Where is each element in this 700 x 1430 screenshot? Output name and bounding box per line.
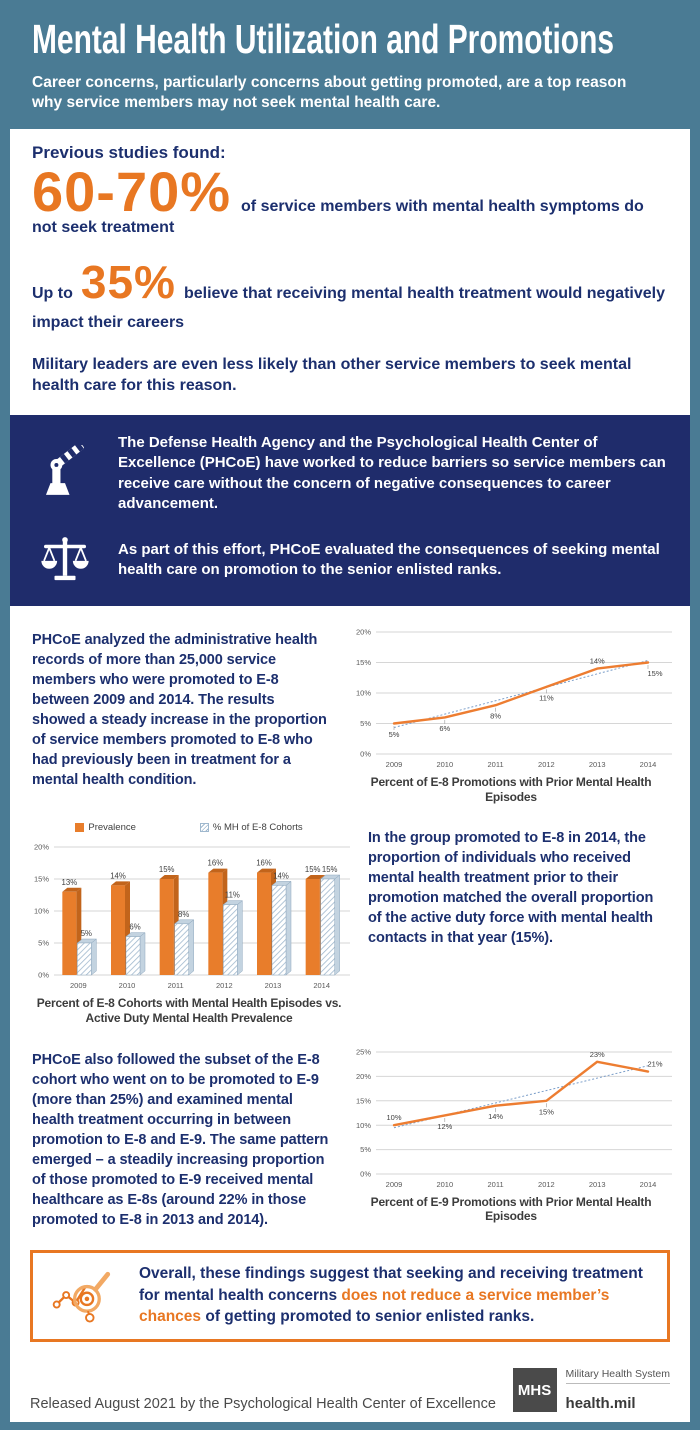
svg-text:2013: 2013	[588, 1179, 606, 1189]
svg-text:15%: 15%	[355, 658, 371, 668]
svg-text:2014: 2014	[639, 1179, 657, 1189]
e8-cohort-row	[10, 820, 690, 1025]
e9-promotions-line-chart	[346, 1042, 676, 1224]
svg-text:10%: 10%	[33, 906, 49, 916]
balance-scale-icon	[32, 532, 98, 588]
e8-promotions-line-chart	[346, 622, 676, 804]
bar-chart-caption: Percent of E-8 Cohorts with Mental Health Episodes vs. Active Duty Mental Health Prevalence	[36, 996, 342, 1025]
svg-text:2010: 2010	[436, 1179, 454, 1189]
barrier-row	[32, 433, 668, 514]
svg-text:23%: 23%	[589, 1049, 605, 1059]
svg-text:6%: 6%	[129, 922, 141, 932]
svg-text:12%: 12%	[437, 1121, 453, 1131]
svg-text:2010: 2010	[436, 760, 454, 770]
e9-analysis-row	[10, 1042, 690, 1230]
svg-text:16%: 16%	[256, 858, 272, 868]
conclusion-text: Overall, these findings suggest that seeking and receiving treatment for mental health concerns does not reduce a service member’s chances of getting promoted to senior enlisted ranks.	[139, 1265, 643, 1326]
svg-text:2012: 2012	[538, 1179, 555, 1189]
stat-35	[32, 253, 668, 334]
svg-text:16%: 16%	[207, 858, 224, 868]
svg-text:15%: 15%	[158, 865, 175, 875]
stat-60-70-text: of service members with mental health symptoms do not seek treatment	[32, 198, 644, 237]
svg-text:20%: 20%	[355, 627, 371, 637]
stat-35-value: 35%	[80, 256, 176, 309]
stat-35-prefix: Up to	[32, 285, 73, 303]
magnifier-chart-icon	[47, 1261, 125, 1331]
svg-text:15%: 15%	[355, 1095, 371, 1105]
legend-mh-cohorts: % MH of E-8 Cohorts	[200, 822, 303, 833]
svg-text:15%: 15%	[538, 1106, 554, 1116]
e8-paragraph: PHCoE analyzed the administrative health records of more than 25,000 service members who were promoted to E-8 between 2009 and 2014. The results showed a steady increase in the proportion of service members promoted to E-8 who had previously been in treatment for a mental health condition.	[32, 632, 327, 789]
conclusion-highlight: does not reduce a service member’s chances	[139, 1286, 610, 1326]
barrier-gate-icon	[32, 445, 98, 503]
e8-analysis-row	[10, 622, 690, 804]
e8-cohort-bar-chart	[24, 820, 354, 1025]
svg-text:15%: 15%	[33, 874, 49, 884]
svg-text:10%: 10%	[355, 688, 371, 698]
svg-text:13%: 13%	[61, 878, 78, 888]
e9-line-chart-caption: Percent of E-9 Promotions with Prior Mental Health Episodes	[370, 1194, 652, 1224]
svg-text:2014: 2014	[313, 981, 331, 991]
phcoe-effort-box	[10, 415, 690, 606]
svg-text:2014: 2014	[639, 760, 657, 770]
stat-60-70	[32, 160, 668, 239]
prevalence-swatch-icon	[75, 823, 84, 832]
previous-studies-section	[10, 129, 690, 397]
svg-text:2009: 2009	[385, 1179, 403, 1189]
svg-text:2011: 2011	[487, 1179, 504, 1189]
page-title: Mental Health Utilization and Promotions	[32, 16, 615, 62]
svg-text:14%: 14%	[273, 871, 289, 881]
svg-text:0%: 0%	[360, 749, 371, 759]
svg-text:8%: 8%	[178, 910, 190, 920]
svg-text:0%: 0%	[360, 1169, 371, 1179]
svg-text:11%: 11%	[224, 890, 240, 900]
mhs-logo	[513, 1368, 670, 1412]
svg-text:6%: 6%	[439, 723, 451, 733]
stat-60-70-value: 60-70%	[32, 160, 232, 224]
svg-text:21%: 21%	[647, 1059, 663, 1069]
svg-text:15%: 15%	[304, 865, 321, 875]
svg-text:20%: 20%	[33, 842, 49, 852]
balance-text: As part of this effort, PHCoE evaluated the consequences of seeking mental health care on promotion to the senior enlisted ranks.	[118, 540, 660, 579]
balance-row	[32, 532, 668, 588]
conclusion-callout	[30, 1250, 670, 1342]
mhs-logo-square: MHS	[513, 1368, 557, 1412]
e8-line-chart-caption: Percent of E-8 Promotions with Prior Mental Health Episodes	[370, 775, 652, 804]
header	[10, 0, 690, 129]
svg-text:2009: 2009	[69, 981, 87, 991]
svg-text:2009: 2009	[385, 760, 403, 770]
e9-line-chart-svg	[346, 1042, 676, 1192]
svg-text:0%: 0%	[38, 970, 49, 980]
svg-text:2012: 2012	[538, 760, 555, 770]
svg-text:5%: 5%	[360, 1144, 371, 1154]
svg-text:8%: 8%	[490, 711, 502, 721]
military-leaders-note: Military leaders are even less likely than other service members to seek mental health care for this reason.	[32, 355, 632, 395]
svg-text:5%: 5%	[80, 929, 92, 939]
mhs-logo-title: Military Health System	[566, 1368, 670, 1384]
mh-cohorts-swatch-icon	[200, 823, 209, 832]
barrier-text: The Defense Health Agency and the Psychological Health Center of Excellence (PHCoE) have worked to reduce barriers so service members can receive care without the concern of negative consequences to career advancement.	[118, 434, 666, 512]
svg-text:11%: 11%	[539, 693, 554, 703]
svg-text:2011: 2011	[487, 760, 504, 770]
health-mil-link: health.mil	[565, 1395, 636, 1412]
svg-text:10%: 10%	[386, 1112, 402, 1122]
svg-text:15%: 15%	[321, 865, 338, 875]
svg-text:5%: 5%	[360, 719, 371, 729]
svg-text:25%: 25%	[355, 1047, 371, 1057]
stats-intro: Previous studies found:	[32, 143, 226, 163]
e8-cohort-bar-chart-svg	[24, 833, 354, 993]
svg-text:5%: 5%	[388, 730, 400, 740]
svg-text:2013: 2013	[264, 981, 282, 991]
svg-text:2012: 2012	[215, 981, 233, 991]
e9-paragraph: PHCoE also followed the subset of the E-8 cohort who went on to be promoted to E-9 (more than 25%) and examined mental health treatment occurring in between promotion to E-8 and E-9. The same pattern emerged – a steadily increasing proportion of those promoted to E-9 received mental healthcare as E-8s (around 22% in those promoted to E-8 in 2013 and 2014).	[32, 1051, 329, 1228]
e8-line-chart-svg	[346, 622, 676, 772]
svg-text:14%: 14%	[110, 871, 126, 881]
e8-2014-paragraph: In the group promoted to E-8 in 2014, the proportion of individuals who received mental health treatment prior to their promotion matched the overall proportion of the active duty force with mental health contacts in that year (15%).	[368, 830, 654, 947]
svg-text:10%: 10%	[355, 1120, 371, 1130]
svg-text:5%: 5%	[38, 938, 49, 948]
bar-chart-legend	[24, 822, 354, 833]
footer	[10, 1358, 690, 1422]
stat-35-text: believe that receiving mental health treatment would negatively impact their careers	[32, 285, 665, 332]
svg-text:2010: 2010	[118, 981, 136, 991]
header-subtitle: Career concerns, particularly concerns about getting promoted, are a top reason why service members may not seek mental health care.	[32, 74, 627, 112]
svg-text:20%: 20%	[355, 1071, 371, 1081]
svg-text:2013: 2013	[588, 760, 606, 770]
release-note: Released August 2021 by the Psychological Health Center of Excellence	[30, 1396, 496, 1412]
legend-prevalence: Prevalence	[75, 822, 136, 833]
svg-text:14%: 14%	[488, 1111, 504, 1121]
svg-text:14%: 14%	[589, 656, 605, 666]
svg-text:15%: 15%	[647, 669, 663, 679]
svg-text:2011: 2011	[167, 981, 184, 991]
